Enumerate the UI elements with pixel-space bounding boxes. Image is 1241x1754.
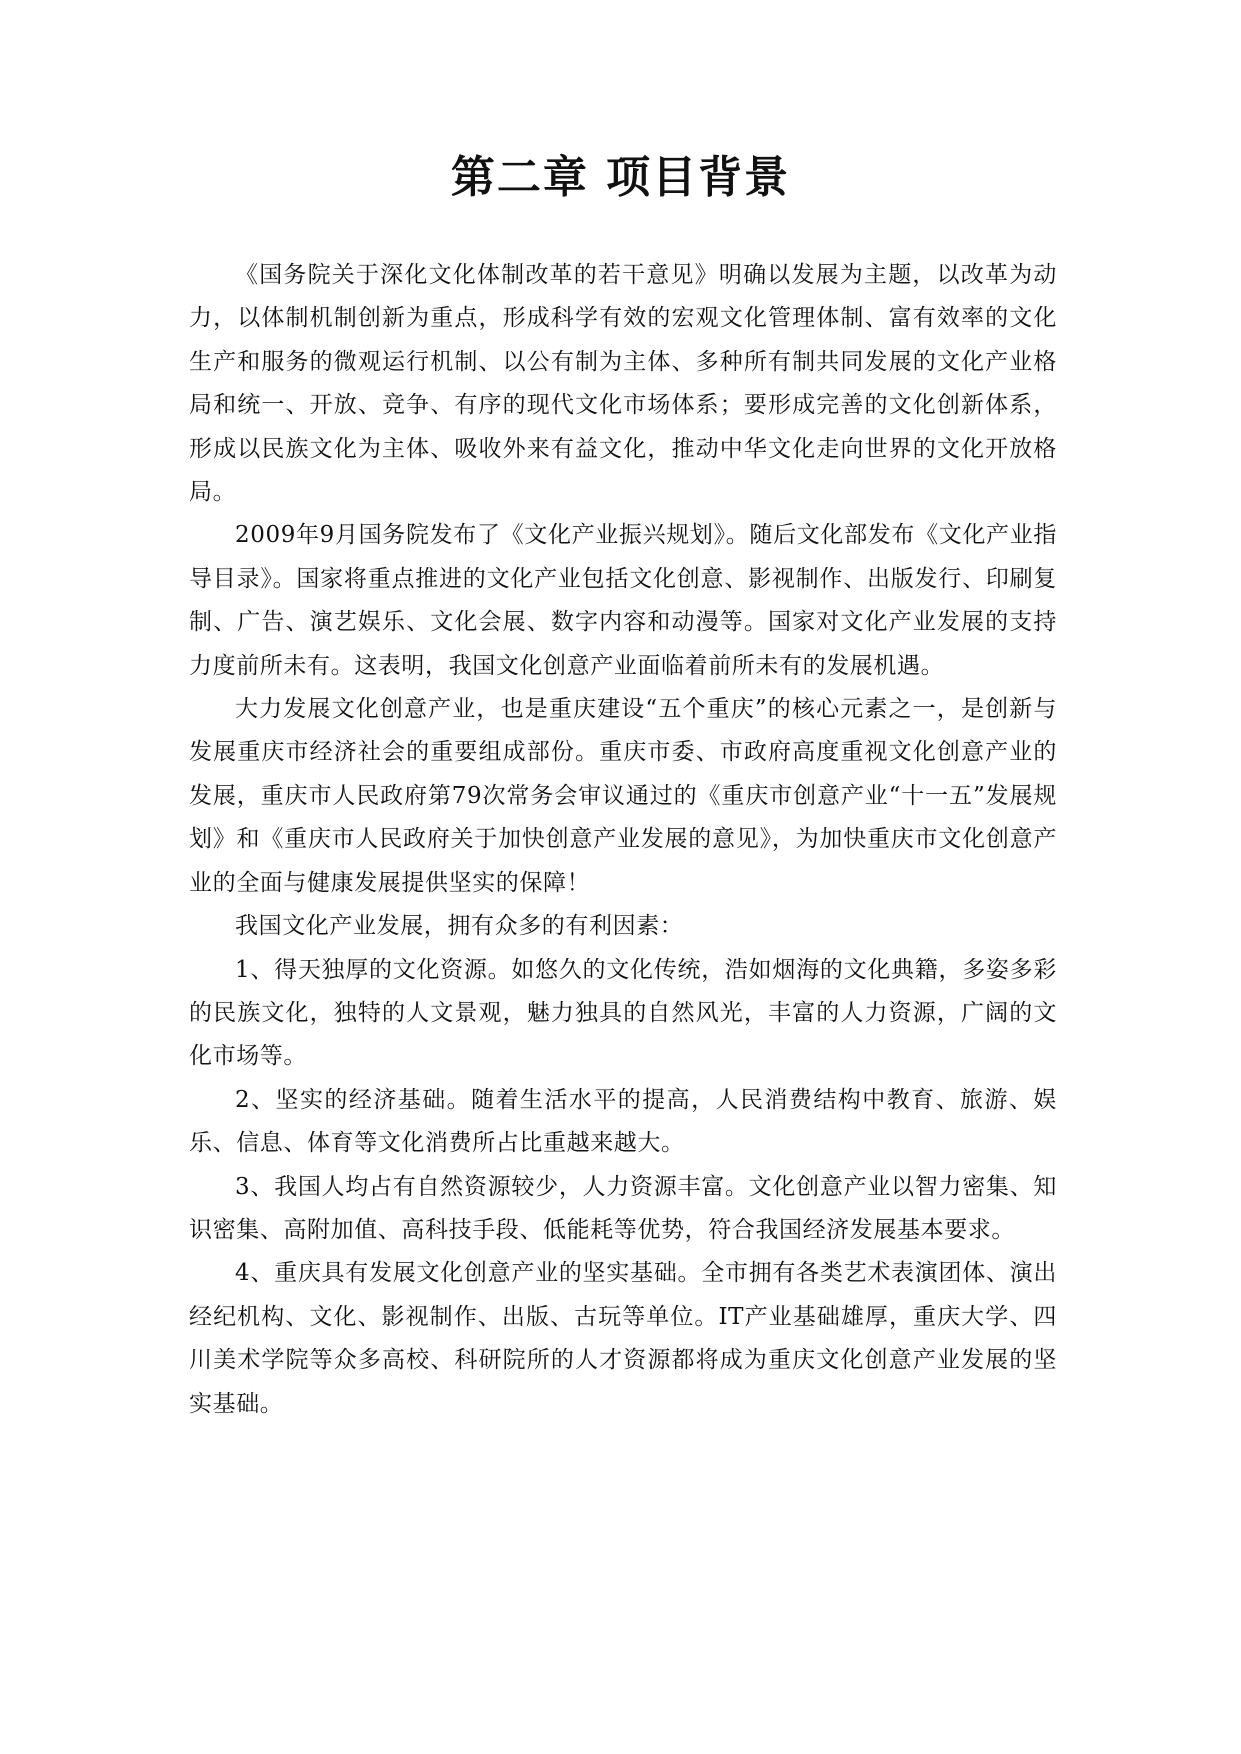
list-item-chongqing-foundation: 4、重庆具有发展文化创意产业的坚实基础。全市拥有各类艺术表演团体、演出经纪机构、文化、影视制作、出版、古玩等单位。IT产业基础雄厚，重庆大学、四川美术学院等众多高校、科研院所的人才资源都将成为重庆文化创意产业发展的坚实基础。 <box>189 1260 1057 1417</box>
paragraph-intro-opinions: 《国务院关于深化文化体制改革的若干意见》明确以发展为主题，以改革为动力，以体制机制创新为重点，形成科学有效的宏观文化管理体制、富有效率的文化生产和服务的微观运行机制、以公有制为主体、多种所有制共同发展的文化产业格局和统一、开放、竞争、有序的现代文化市场体系；要形成完善的文化创新体系，形成以民族文化为主体、吸收外来有益文化，推动中华文化走向世界的文化开放格局。 <box>189 262 1057 506</box>
paragraph-chongqing-development: 大力发展文化创意产业，也是重庆建设“五个重庆”的核心元素之一，是创新与发展重庆市经济社会的重要组成部份。重庆市委、市政府高度重视文化创意产业的发展，重庆市人民政府第79次常务会审议通过的《重庆市创意产业“十一五”发展规划》和《重庆市人民政府关于加快创意产业发展的意见》，为加快重庆市文化创意产业的全面与健康发展提供坚实的保障！ <box>189 696 1057 896</box>
chapter-title: 第二章 项目背景 <box>450 152 791 203</box>
list-item-cultural-resources: 1、得天独厚的文化资源。如悠久的文化传统，浩如烟海的文化典籍，多姿多彩的民族文化，独特的人文景观，魅力独具的自然风光，丰富的人力资源，广阔的文化市场等。 <box>189 956 1057 1070</box>
paragraph-favorable-factors: 我国文化产业发展，拥有众多的有利因素： <box>235 913 684 940</box>
list-item-human-resources: 3、我国人均占有自然资源较少，人力资源丰富。文化创意产业以智力密集、知识密集、高附加值、高科技手段、低能耗等优势，符合我国经济发展基本要求。 <box>189 1173 1057 1243</box>
list-item-economic-foundation: 2、坚实的经济基础。随着生活水平的提高，人民消费结构中教育、旅游、娱乐、信息、体育等文化消费所占比重越来越大。 <box>189 1086 1057 1157</box>
body-text <box>189 254 1057 1426</box>
paragraph-revitalization-plan: 2009年9月国务院发布了《文化产业振兴规划》。随后文化部发布《文化产业指导目录》。国家将重点推进的文化产业包括文化创意、影视制作、出版发行、印刷复制、广告、演艺娱乐、文化会展、数字内容和动漫等。国家对文化产业发展的支持力度前所未有。这表明，我国文化创意产业面临着前所未有的发展机遇。 <box>189 522 1057 679</box>
